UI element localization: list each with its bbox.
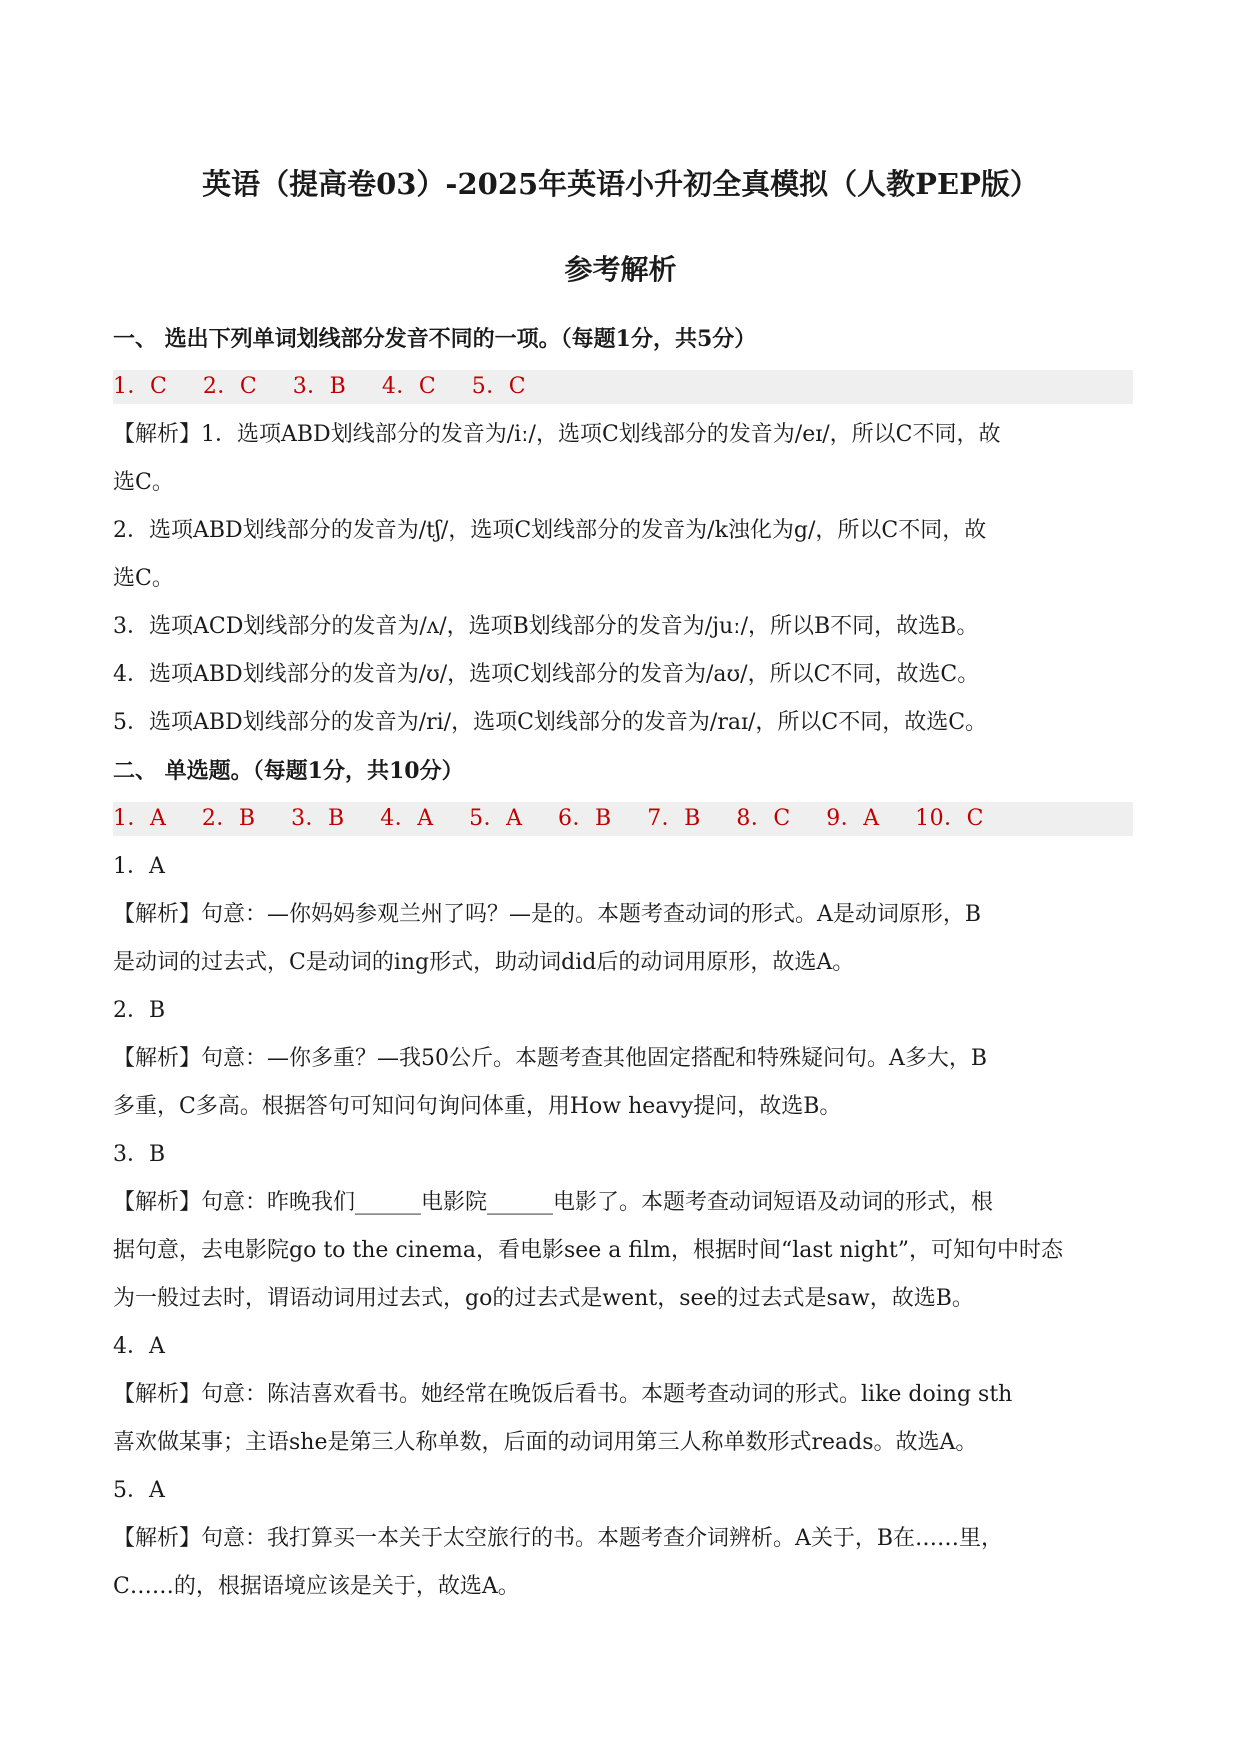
answer-item: 9．A xyxy=(826,806,880,831)
question-number: 1．A xyxy=(113,854,165,879)
answer-item: 3．B xyxy=(291,806,345,831)
explanation-line: 【解析】句意：陈洁喜欢看书。她经常在晚饭后看书。本题考查动词的形式。like doing sth xyxy=(113,1382,1013,1407)
explanation-line: C……的，根据语境应该是关于，故选A。 xyxy=(113,1574,520,1599)
answer-item: 8．C xyxy=(736,806,791,831)
question-number: 3．B xyxy=(113,1142,166,1167)
explanation-line: 【解析】句意：—你多重？—我50公斤。本题考查其他固定搭配和特殊疑问句。A多大，B xyxy=(113,1046,988,1071)
answer-item: 5．A xyxy=(469,806,523,831)
answer-item: 3．B xyxy=(292,374,347,399)
explanation-line: 选C。 xyxy=(113,470,174,495)
question-number: 5．A xyxy=(113,1478,165,1503)
explanation-line: 【解析】句意：我打算买一本关于太空旅行的书。本题考查介词辨析。A关于，B在……里， xyxy=(113,1526,1004,1551)
answer-item: 5．C xyxy=(471,374,527,399)
question-number: 4．A xyxy=(113,1334,165,1359)
answer-item: 4．C xyxy=(381,374,437,399)
answer-item: 1．C xyxy=(113,374,168,399)
explanation-line: 【解析】句意：昨晚我们______电影院______电影了。本题考查动词短语及动词的形式，根 xyxy=(113,1190,994,1215)
answer-item: 7．B xyxy=(647,806,701,831)
document-body xyxy=(113,315,1133,1611)
section2-answer-key xyxy=(113,802,1133,836)
explanation-line: 选C。 xyxy=(113,566,174,591)
explanation-line: 多重，C多高。根据答句可知问句询问体重，用How heavy提问，故选B。 xyxy=(113,1094,842,1119)
explanation-line: 【解析】1．选项ABD划线部分的发音为/iː/，选项C划线部分的发音为/eɪ/，所以C不同，故 xyxy=(113,422,1001,447)
answer-item: 2．B xyxy=(201,806,256,831)
section2-heading: 二、 单选题。（每题1分，共10分） xyxy=(113,758,464,784)
page-subtitle: 参考解析 xyxy=(564,253,677,286)
explanation-line: 2．选项ABD划线部分的发音为/tʃ/，选项C划线部分的发音为/k浊化为g/，所以C不同，故 xyxy=(113,518,987,543)
explanation-line: 为一般过去时，谓语动词用过去式，go的过去式是went，see的过去式是saw，故选B。 xyxy=(113,1286,974,1311)
explanation-line: 5．选项ABD划线部分的发音为/ri/，选项C划线部分的发音为/raɪ/，所以C不同，故选C。 xyxy=(113,710,988,735)
answer-item: 1．A xyxy=(113,806,167,831)
section1-answer-key xyxy=(113,370,1133,404)
answer-item: 6．B xyxy=(558,806,612,831)
explanation-line: 【解析】句意：—你妈妈参观兰州了吗？—是的。本题考查动词的形式。A是动词原形，B xyxy=(113,902,982,927)
explanation-line: 是动词的过去式，C是动词的ing形式，助动词did后的动词用原形，故选A。 xyxy=(113,950,855,975)
answer-item: 4．A xyxy=(380,806,434,831)
section1-heading: 一、 选出下列单词划线部分发音不同的一项。（每题1分，共5分） xyxy=(113,326,757,352)
explanation-line: 3．选项ACD划线部分的发音为/ʌ/，选项B划线部分的发音为/juː/，所以B不同，故选B。 xyxy=(113,614,979,639)
explanation-line: 据句意，去电影院go to the cinema，看电影see a film，根据时间“last night”，可知句中时态 xyxy=(113,1238,1064,1263)
answer-item: 2．C xyxy=(202,374,258,399)
question-number: 2．B xyxy=(113,998,166,1023)
explanation-line: 4．选项ABD划线部分的发音为/ʊ/，选项C划线部分的发音为/aʊ/，所以C不同，故选C。 xyxy=(113,662,980,687)
page-title: 英语（提高卷03）-2025年英语小升初全真模拟（人教PEP版） xyxy=(202,167,1039,201)
explanation-line: 喜欢做某事；主语she是第三人称单数，后面的动词用第三人称单数形式reads。故选A。 xyxy=(113,1430,978,1455)
answer-item: 10．C xyxy=(915,806,984,831)
